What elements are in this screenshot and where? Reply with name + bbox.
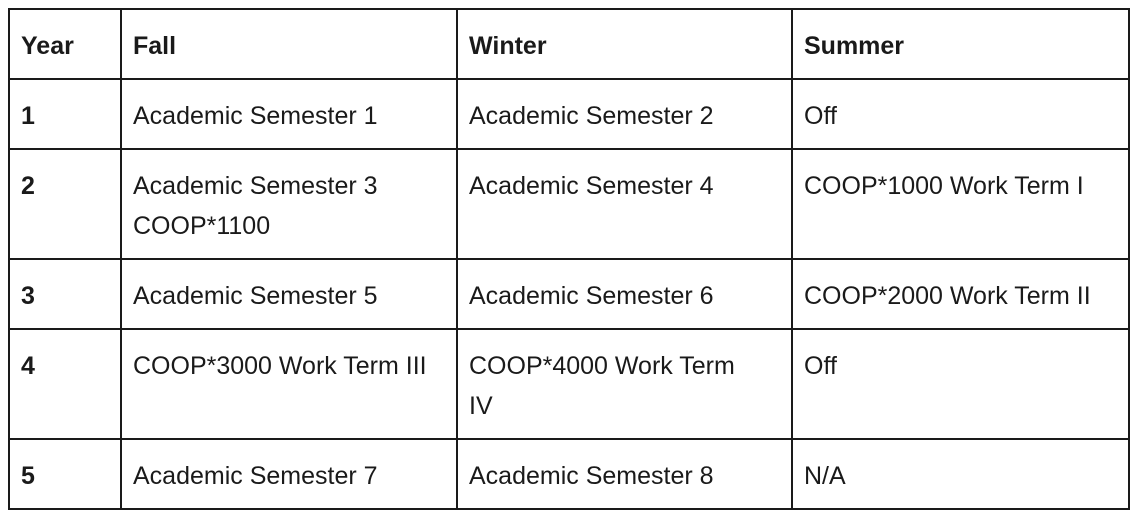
winter-cell (457, 439, 792, 509)
year-cell: 4 (9, 329, 121, 439)
cell-text: COOP*1100 (133, 212, 271, 240)
header-fall: Fall (121, 9, 457, 79)
table-row (9, 439, 1129, 509)
table-row (9, 259, 1129, 329)
cell-text: Academic Semester 7 (133, 462, 378, 490)
year-cell: 1 (9, 79, 121, 149)
cell-text: COOP*4000 Work Term (469, 352, 735, 380)
cell-text: Academic Semester 3 (133, 172, 378, 200)
cell-text: Academic Semester 6 (469, 282, 714, 310)
cell-text: Off (804, 352, 837, 380)
fall-cell (121, 329, 457, 439)
cell-text: IV (469, 392, 493, 420)
cell-text: N/A (804, 462, 846, 490)
summer-cell (792, 149, 1129, 259)
winter-cell (457, 329, 792, 439)
cell-text: COOP*3000 Work Term III (133, 352, 427, 380)
fall-cell (121, 439, 457, 509)
winter-cell (457, 259, 792, 329)
summer-cell (792, 329, 1129, 439)
cell-text: Off (804, 102, 837, 130)
fall-cell (121, 149, 457, 259)
header-summer: Summer (792, 9, 1129, 79)
summer-cell (792, 79, 1129, 149)
table-row (9, 79, 1129, 149)
cell-text: Academic Semester 4 (469, 172, 714, 200)
fall-cell (121, 79, 457, 149)
year-cell: 5 (9, 439, 121, 509)
cell-text: Academic Semester 2 (469, 102, 714, 130)
table-header-row (9, 9, 1129, 79)
winter-cell (457, 149, 792, 259)
table-row (9, 149, 1129, 259)
summer-cell (792, 259, 1129, 329)
cell-text: COOP*2000 Work Term II (804, 282, 1091, 310)
cell-text: COOP*1000 Work Term I (804, 172, 1084, 200)
summer-cell (792, 439, 1129, 509)
table-row (9, 329, 1129, 439)
cell-text: Academic Semester 1 (133, 102, 378, 130)
header-year: Year (9, 9, 121, 79)
year-cell: 3 (9, 259, 121, 329)
cell-text: Academic Semester 8 (469, 462, 714, 490)
header-winter: Winter (457, 9, 792, 79)
cell-text: Academic Semester 5 (133, 282, 378, 310)
year-cell: 2 (9, 149, 121, 259)
fall-cell (121, 259, 457, 329)
schedule-table (8, 8, 1130, 510)
winter-cell (457, 79, 792, 149)
